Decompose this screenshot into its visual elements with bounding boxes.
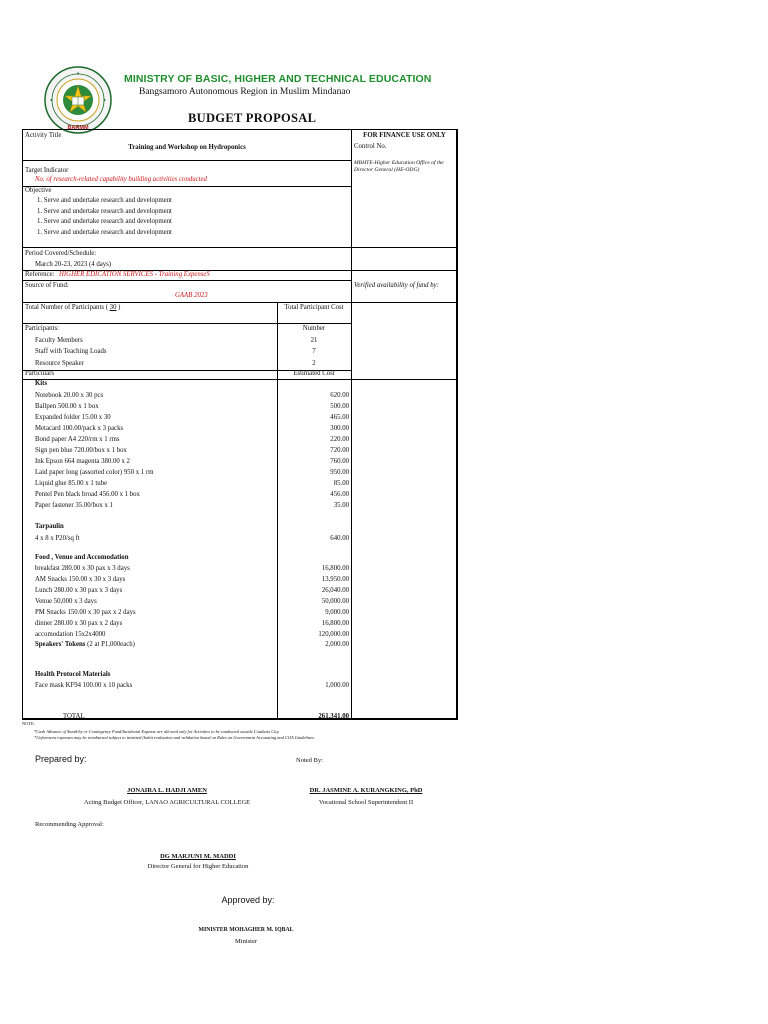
- line-item-cost: 35.00: [333, 502, 349, 509]
- row-divider: [23, 186, 351, 187]
- objective-item: 1. Serve and undertake research and development: [37, 218, 172, 225]
- total-participant-cost-label: Total Participant Cost: [284, 304, 344, 311]
- target-indicator: No. of research-related capability building activities conducted: [35, 176, 207, 183]
- line-item-cost: 620.00: [330, 392, 349, 399]
- seal-text: BARMM: [67, 125, 89, 131]
- prepared-by-label: Prepared by:: [35, 754, 87, 764]
- objective-label: Objective: [25, 187, 52, 194]
- line-item-cost: 50,000.00: [321, 598, 349, 605]
- target-indicator-label: Target Indicator: [25, 167, 69, 174]
- note-line-1: *Cash Advance of Stand-by or Contingency Fund/Incidental Expense are allowed only for Activities to be conducted outside Cotabato City.: [34, 729, 280, 734]
- noted-by-label: Noted By:: [296, 757, 323, 764]
- period-label: Period Covered/Schedule:: [25, 250, 97, 257]
- objective-item: 1. Serve and undertake research and development: [37, 229, 172, 236]
- line-item-cost: 16,800.00: [321, 565, 349, 572]
- approver-name: MINISTER MOHAGHER M. IQBAL: [198, 927, 294, 933]
- note-label: NOTE:: [22, 721, 35, 726]
- noter-title: Vocational School Superintendent II: [318, 799, 414, 806]
- budget-proposal-table: [22, 129, 458, 720]
- activity-title: Training and Workshop on Hydroponics: [128, 144, 246, 151]
- approver-title: Minister: [234, 938, 258, 945]
- speakers-tokens-row: Speakers' Tokens (2 at P1,000each): [35, 641, 135, 648]
- row-divider: [23, 280, 351, 281]
- line-item: Laid paper long (assorted color) 950 x 1 rm: [35, 469, 154, 476]
- kits-heading: Kits: [35, 380, 48, 387]
- barmm-seal-logo: [44, 66, 112, 134]
- line-item: Face mask KF94 100.00 x 10 packs: [35, 682, 133, 689]
- line-item-cost: 220.00: [330, 436, 349, 443]
- line-item-cost: 500.00: [330, 403, 349, 410]
- preparer-title: Acting Budget Officer, LANAO AGRICULTURAL COLLEGE: [83, 799, 251, 806]
- line-item: accomodation 15x2x4000: [35, 631, 106, 638]
- period-value: March 20-23, 2023 (4 days): [35, 261, 112, 268]
- line-item-cost: 760.00: [330, 458, 349, 465]
- participant-number: 2: [312, 360, 316, 367]
- line-item: AM Snacks 150.00 x 30 x 3 days: [35, 576, 126, 583]
- line-item-cost: 300.00: [330, 425, 349, 432]
- row-divider: [23, 379, 457, 380]
- region-name: Bangsamoro Autonomous Region in Muslim Mindanao: [139, 87, 351, 97]
- line-item: Venue 50,000 x 3 days: [35, 598, 97, 605]
- note-line-2: *Unforeseen expenses may be reimbursed subject to itemized (bahit evaluation and validation based on Rules on Government Accounting and COA Guidelines.: [34, 735, 315, 740]
- line-item: Sign pen blue 720.00/box x 1 box: [35, 447, 127, 454]
- recommender-title: Director General for Higher Education: [147, 863, 249, 870]
- total-label: TOTAL: [63, 713, 85, 720]
- row-divider: [23, 160, 351, 161]
- participant-name: Staff with Teaching Loads: [35, 348, 107, 355]
- line-item-cost: 465.00: [330, 414, 349, 421]
- recommender-name: DG MARJUNI M. MADDI: [160, 853, 236, 860]
- total-participants-label: Total Number of Participants ( 30 ): [25, 304, 121, 311]
- line-item: Metacard 100.00/pack x 3 packs: [35, 425, 124, 432]
- total-participants-value: 30: [109, 304, 117, 311]
- line-item: Ink Epson 664 magenta 380.00 x 2: [35, 458, 130, 465]
- ministry-name: MINISTRY OF BASIC, HIGHER AND TECHNICAL EDUCATION: [124, 73, 432, 85]
- preparer-name: JONAIRA L. HADJI AMEN: [127, 787, 207, 794]
- line-item-cost: 2,000.00: [325, 641, 349, 648]
- row-divider: [23, 247, 457, 248]
- approved-by-label: Approved by:: [221, 895, 275, 905]
- line-item: Paper fastener 35.00/box x 1: [35, 502, 113, 509]
- line-item-cost: 720.00: [330, 447, 349, 454]
- column-divider: [351, 302, 352, 719]
- number-label: Number: [302, 325, 326, 332]
- objective-item: 1. Serve and undertake research and development: [37, 197, 172, 204]
- line-item-cost: 9,000.00: [325, 609, 349, 616]
- line-item-cost: 85.00: [333, 480, 349, 487]
- line-item-cost: 13,950.00: [321, 576, 349, 583]
- office-line-2: Director General (HE-ODG): [354, 166, 420, 173]
- verified-label: Verified availability of fund by:: [354, 282, 439, 289]
- line-item: Notebook 20.00 x 30 pcs: [35, 392, 104, 399]
- line-item-cost: 456.00: [330, 491, 349, 498]
- line-item: Ballpen 500.00 x 1 box: [35, 403, 99, 410]
- line-item: dinner 280.00 x 30 pax x 2 days: [35, 620, 123, 627]
- tarpaulin-heading: Tarpaulin: [35, 523, 64, 530]
- line-item-cost: 1,000.00: [325, 682, 349, 689]
- control-no-label: Control No.: [354, 143, 387, 150]
- estimated-cost-label: Estimated Cost: [293, 370, 335, 377]
- row-divider: [23, 323, 351, 324]
- particulars-label: Particulars: [25, 370, 55, 377]
- participant-name: Faculty Members: [35, 337, 83, 344]
- participant-number: 7: [312, 348, 316, 355]
- office-line-1: MBHTE-Higher Education Office of the: [354, 160, 444, 166]
- participant-name: Resource Speaker: [35, 360, 84, 367]
- noter-name: DR. JASMINE A. KURANGKING, PhD: [309, 787, 423, 794]
- line-item: Liquid glue 85.00 x 1 tube: [35, 480, 108, 487]
- food-heading: Food , Venue and Accomodation: [35, 554, 129, 561]
- finance-use-label: FOR FINANCE USE ONLY: [363, 132, 446, 139]
- line-item-cost: 16,800.00: [321, 620, 349, 627]
- reference-value: HIGHER EDICATION SERVICES - Training ExpenseS: [59, 271, 210, 278]
- line-item-cost: 26,040.00: [321, 587, 349, 594]
- health-heading: Health Protocol Materials: [35, 671, 111, 678]
- line-item-cost: 640.00: [330, 535, 349, 542]
- line-item: PM Snacks 150.00 x 30 pax x 2 days: [35, 609, 136, 616]
- source-of-fund-value: GAAB 2023: [175, 292, 208, 299]
- total-value: 261,341.00: [318, 713, 349, 720]
- column-divider: [351, 130, 352, 302]
- reference-label: Reference:: [25, 271, 55, 278]
- document-title: BUDGET PROPOSAL: [188, 111, 317, 125]
- line-item-cost: 950.00: [330, 469, 349, 476]
- line-item-cost: 120,000.00: [318, 631, 349, 638]
- objective-item: 1. Serve and undertake research and development: [37, 208, 172, 215]
- row-divider: [23, 302, 457, 303]
- line-item: Pentel Pen black broad 456.00 x 1 box: [35, 491, 140, 498]
- source-of-fund-label: Source of Fund:: [25, 282, 69, 289]
- participants-label: Participants:: [25, 325, 59, 332]
- participant-number: 21: [310, 337, 318, 344]
- line-item: Expanded folder 15.00 x 30: [35, 414, 111, 421]
- line-item: 4 x 8 x P20/sq ft: [35, 535, 80, 542]
- recommending-approval-label: Recommending Approval:: [35, 821, 104, 828]
- line-item: Lunch 280.00 x 30 pax x 3 days: [35, 587, 123, 594]
- line-item: breakfast 280.00 x 30 pax x 3 days: [35, 565, 130, 572]
- activity-title-label: Activity Title: [25, 132, 62, 139]
- line-item: Bond paper A4 220/rm x 1 rms: [35, 436, 120, 443]
